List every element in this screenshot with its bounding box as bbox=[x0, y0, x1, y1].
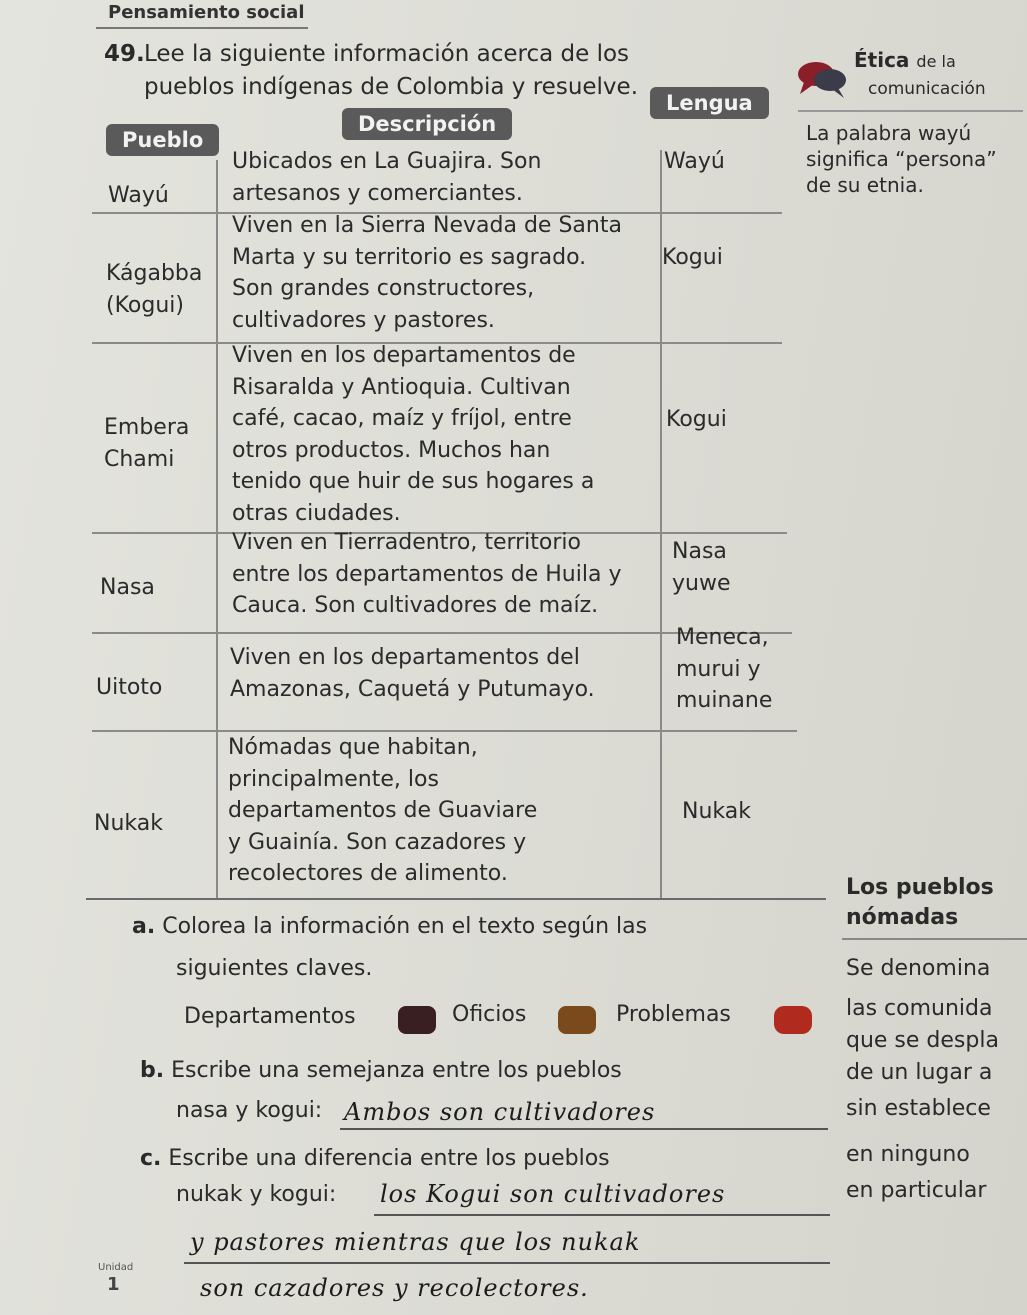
activity-b: b. Escribe una semejanza entre los pueblos bbox=[140, 1058, 622, 1083]
handwritten-answer-c-3[interactable]: son cazadores y recolectores. bbox=[200, 1274, 589, 1302]
handwritten-answer-c-2[interactable]: y pastores mientras que los nukak bbox=[190, 1228, 641, 1256]
table-row-descripcion: Viven en los departamentos de Risaralda y Antioquia. Cultivan café, cacao, maíz y fríjol, entre otros productos. Muchos han tenido que huir de sus hogares a otras ciudades. bbox=[232, 343, 595, 526]
answer-line-c-2 bbox=[184, 1262, 830, 1264]
activity-b-continuation: nasa y kogui: bbox=[176, 1098, 323, 1123]
key-problemas-swatch bbox=[774, 1006, 812, 1034]
table-row-pueblo: Uitoto bbox=[96, 675, 163, 700]
table-row-pueblo: Nasa bbox=[100, 575, 155, 600]
sidebar-subtitle: comunicación bbox=[868, 79, 986, 99]
key-oficios-label: Oficios bbox=[452, 1002, 527, 1027]
header-descripcion: Descripción bbox=[342, 108, 512, 140]
key-departamentos-swatch bbox=[398, 1006, 436, 1034]
table-row-pueblo: Embera Chami bbox=[104, 415, 190, 472]
sidebar2-title: Los pueblos nómadas bbox=[846, 875, 994, 930]
table-row-lengua: Wayú bbox=[664, 149, 725, 174]
question-line-2: pueblos indígenas de Colombia y resuelve. bbox=[144, 74, 639, 100]
table-row-lengua: Nasa yuwe bbox=[672, 539, 731, 596]
activity-c-continuation: nukak y kogui: bbox=[176, 1182, 337, 1207]
unit-label: Unidad bbox=[98, 1262, 134, 1273]
table-row-descripcion: Nómadas que habitan, principalmente, los departamentos de Guaviare y Guainía. Son cazadores y recolectores de alimento. bbox=[228, 735, 538, 886]
table-row-pueblo: Wayú bbox=[108, 183, 169, 208]
table-row-descripcion: Ubicados en La Guajira. Son artesanos y comerciantes. bbox=[232, 149, 542, 206]
table-row-descripcion: Viven en los departamentos del Amazonas, Caquetá y Putumayo. bbox=[230, 645, 595, 702]
activity-a-continuation: siguientes claves. bbox=[176, 956, 373, 981]
header-lengua: Lengua bbox=[650, 87, 769, 119]
header-pueblo: Pueblo bbox=[106, 124, 219, 156]
sidebar2-text: Se denomina las comunida que se despla de un lugar a sin establece en ninguno en particular bbox=[846, 956, 999, 1203]
table-row-descripcion: Viven en la Sierra Nevada de Santa Marta y su territorio es sagrado. Son grandes constructores, cultivadores y pastores. bbox=[232, 213, 622, 333]
handwritten-answer-b[interactable]: Ambos son cultivadores bbox=[344, 1098, 656, 1126]
subject-heading: Pensamiento social bbox=[108, 2, 305, 23]
table-row-descripcion: Viven en Tierradentro, territorio entre los departamentos de Huila y Cauca. Son cultivadores de maíz. bbox=[232, 530, 622, 618]
table-row-lengua: Kogui bbox=[662, 245, 723, 270]
activity-a: a. Colorea la información en el texto según las bbox=[132, 914, 648, 939]
speech-bubbles-icon bbox=[796, 56, 848, 100]
table-row-pueblo: Kágabba (Kogui) bbox=[106, 261, 203, 318]
column-divider bbox=[216, 160, 218, 898]
table-row-pueblo: Nukak bbox=[94, 811, 163, 836]
question-line-1: Lee la siguiente información acerca de los bbox=[144, 41, 630, 67]
handwritten-answer-c-1[interactable]: los Kogui son cultivadores bbox=[380, 1180, 726, 1208]
activity-c: c. Escribe una diferencia entre los pueblos bbox=[140, 1146, 610, 1171]
answer-line-b bbox=[340, 1128, 828, 1130]
table-bottom-rule bbox=[86, 898, 826, 900]
key-departamentos-label: Departamentos bbox=[184, 1004, 356, 1029]
table-row-lengua: Kogui bbox=[666, 407, 727, 432]
subject-rule bbox=[96, 27, 308, 29]
unit-number: 1 bbox=[107, 1274, 120, 1295]
sidebar2-rule bbox=[842, 938, 1027, 940]
table-row-lengua: Nukak bbox=[682, 799, 751, 824]
table-row-lengua: Meneca, murui y muinane bbox=[676, 625, 773, 713]
key-oficios-swatch bbox=[558, 1006, 596, 1034]
sidebar-rule bbox=[798, 110, 1023, 112]
key-problemas-label: Problemas bbox=[616, 1002, 731, 1027]
question-number: 49. bbox=[104, 41, 145, 67]
sidebar-title: Ética de la bbox=[854, 48, 956, 72]
answer-line-c-1 bbox=[374, 1214, 830, 1216]
sidebar-text: La palabra wayú significa “persona” de su etnia. bbox=[806, 121, 997, 197]
